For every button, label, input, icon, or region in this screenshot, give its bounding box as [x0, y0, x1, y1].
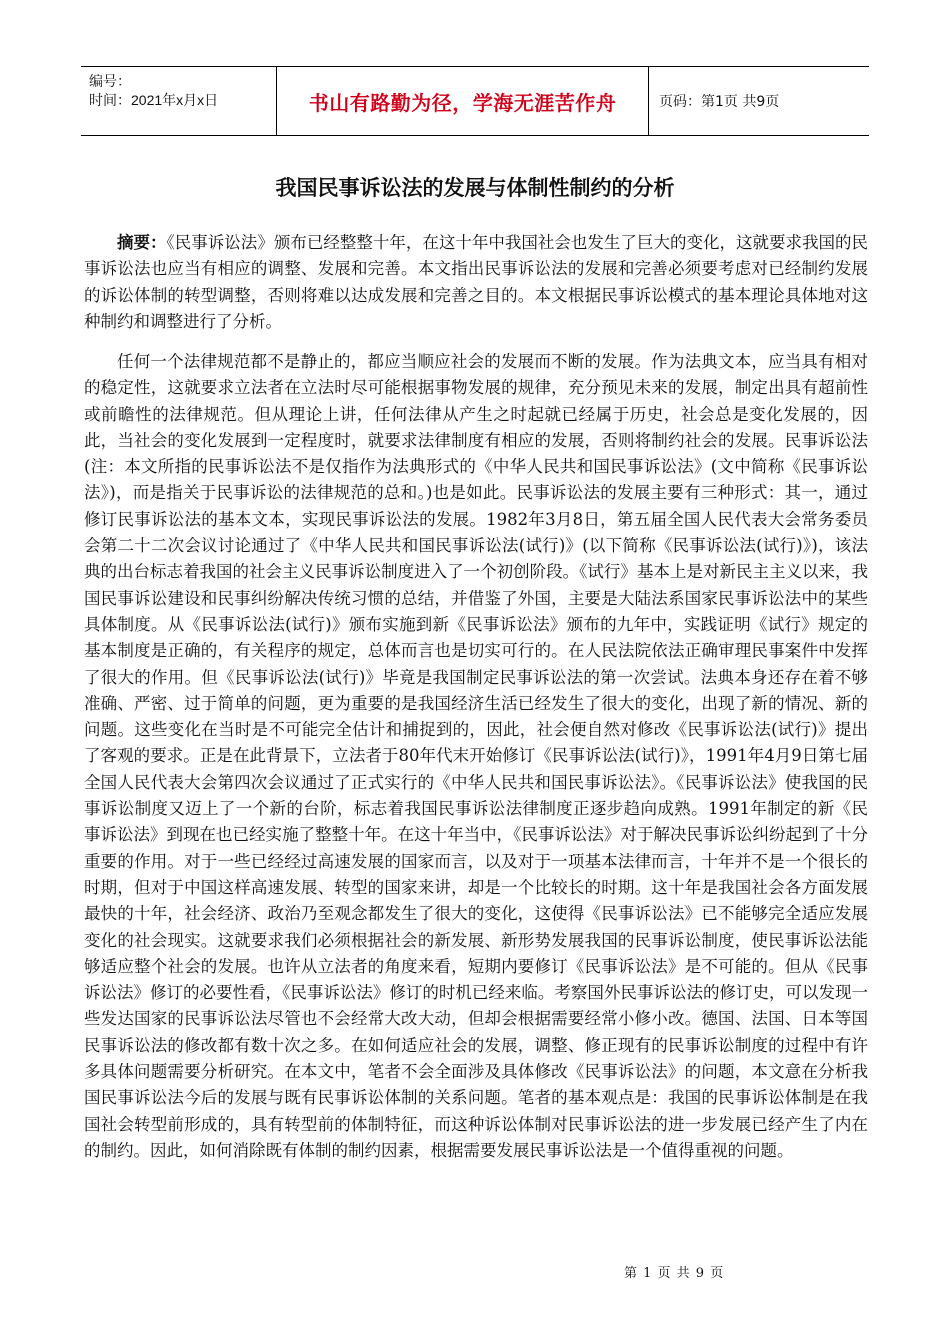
- page-footer: 第 1 页 共 9 页: [624, 1266, 725, 1281]
- body-paragraph: 任何一个法律规范都不是静止的，都应当顺应社会的发展而不断的发展。作为法典文本，应当具有相对的稳定性，这就要求立法者在立法时尽可能根据事物发展的规律，充分预见未来的发展，制定出具有超前性或前瞻性的法律规范。但从理论上讲，任何法律从产生之时起就已经属于历史，社会总是变化发展的，因此，当社会的变化发展到一定程度时，就要求法律制度有相应的发展，否则将制约社会的发展。民事诉讼法(注：本文所指的民事诉讼法不是仅指作为法典形式的《中华人民共和国民事诉讼法》(文中简称《民事诉讼法》)，而是指关于民事诉讼的法律规范的总和。)也是如此。民事诉讼法的发展主要有三种形式：其一，通过修订民事诉讼法的基本文本，实现民事诉讼法的发展。1982年3月8日，第五届全国人民代表大会常务委员会第二十二次会议讨论通过了《中华人民共和国民事诉讼法(试行)》(以下简称《民事诉讼法(试行)》)，该法典的出台标志着我国的社会主义民事诉讼制度进入了一个初创阶段。《试行》基本上是对新民主主义以来，我国民事诉讼建设和民事纠纷解决传统习惯的总结，并借鉴了外国，主要是大陆法系国家民事诉讼法中的某些具体制度。从《民事诉讼法(试行)》颁布实施到新《民事诉讼法》颁布的九年中，实践证明《试行》规定的基本制度是正确的，有关程序的规定，总体而言也是切实可行的。在人民法院依法正确审理民事案件中发挥了很大的作用。但《民事诉讼法(试行)》毕竟是我国制定民事诉讼法的第一次尝试。法典本身还存在着不够准确、严密、过于简单的问题，更为重要的是我国经济生活已经发生了很大的变化，出现了新的情况、新的问题。这些变化在当时是不可能完全估计和捕捉到的，因此，社会便自然对修改《民事诉讼法(试行)》提出了客观的要求。正是在此背景下，立法者于80年代末开始修订《民事诉讼法(试行)》，1991年4月9日第七届全国人民代表大会第四次会议通过了正式实行的《中华人民共和国民事诉讼法》。《民事诉讼法》使我国的民事诉讼制度又迈上了一个新的台阶，标志着我国民事诉讼法律制度正逐步趋向成熟。1991年制定的新《民事诉讼法》到现在也已经实施了整整十年。在这十年当中，《民事诉讼法》对于解决民事诉讼纠纷起到了十分重要的作用。对于一些已经经过高速发展的国家而言，以及对于一项基本法律而言，十年并不是一个很长的时期，但对于中国这样高速发展、转型的国家来讲，却是一个比较长的时期。这十年是我国社会各方面发展最快的十年，社会经济、政治乃至观念都发生了很大的变化，这使得《民事诉讼法》已不能够完全适应发展变化的社会现实。这就要求我们必须根据社会的新发展、新形势发展我国的民事诉讼制度，使民事诉讼法能够适应整个社会的发展。也许从立法者的角度来看，短期内要修订《民事诉讼法》是不可能的。但从《民事诉讼法》修订的必要性看，《民事诉讼法》修订的时机已经来临。考察国外民事诉讼法的修订史，可以发现一些发达国家的民事诉讼法尽管也不会经常大改大动，但却会根据需要经常小修小改。德国、法国、日本等国民事诉讼法的修改都有数十次之多。在如何适应社会的发展，调整、修正现有的民事诉讼制度的过程中有许多具体问题需要分析研究。在本文中，笔者不会全面涉及具体修改《民事诉讼法》的问题，本文意在分析我国民事诉讼法今后的发展与既有民事诉讼体制的关系问题。笔者的基本观点是：我国的民事诉讼体制是在我国社会转型前形成的，具有转型前的体制特征，而这种诉讼体制对民事诉讼法的进一步发展已经产生了内在的制约。因此，如何消除既有体制的制约因素，根据需要发展民事诉讼法是一个值得重视的问题。: [84, 352, 868, 1160]
- abstract-text: 《民事诉讼法》颁布已经整整十年，在这十年中我国社会也发生了巨大的变化，这就要求我国的民事诉讼法也应当有相应的调整、发展和完善。本文指出民事诉讼法的发展和完善必须要考虑对已经制约发展的诉讼体制的转型调整，否则将难以达成发展和完善之目的。本文根据民事诉讼模式的基本理论具体地对这种制约和调整进行了分析。: [84, 233, 869, 331]
- header-table: [81, 66, 869, 136]
- header-meta-cell: [81, 67, 277, 135]
- document-title: 我国民事诉讼法的发展与体制性制约的分析: [275, 176, 675, 200]
- header-page-info: 页码：第1页 共9页: [659, 94, 780, 110]
- number-label: 编号：: [89, 73, 131, 89]
- header-motto: 书山有路勤为径，学海无涯苦作舟: [277, 67, 649, 135]
- time-label: 时间：2021年x月x日: [89, 92, 219, 108]
- abstract-paragraph: [84, 230, 868, 335]
- abstract-label: 摘要：: [117, 233, 167, 252]
